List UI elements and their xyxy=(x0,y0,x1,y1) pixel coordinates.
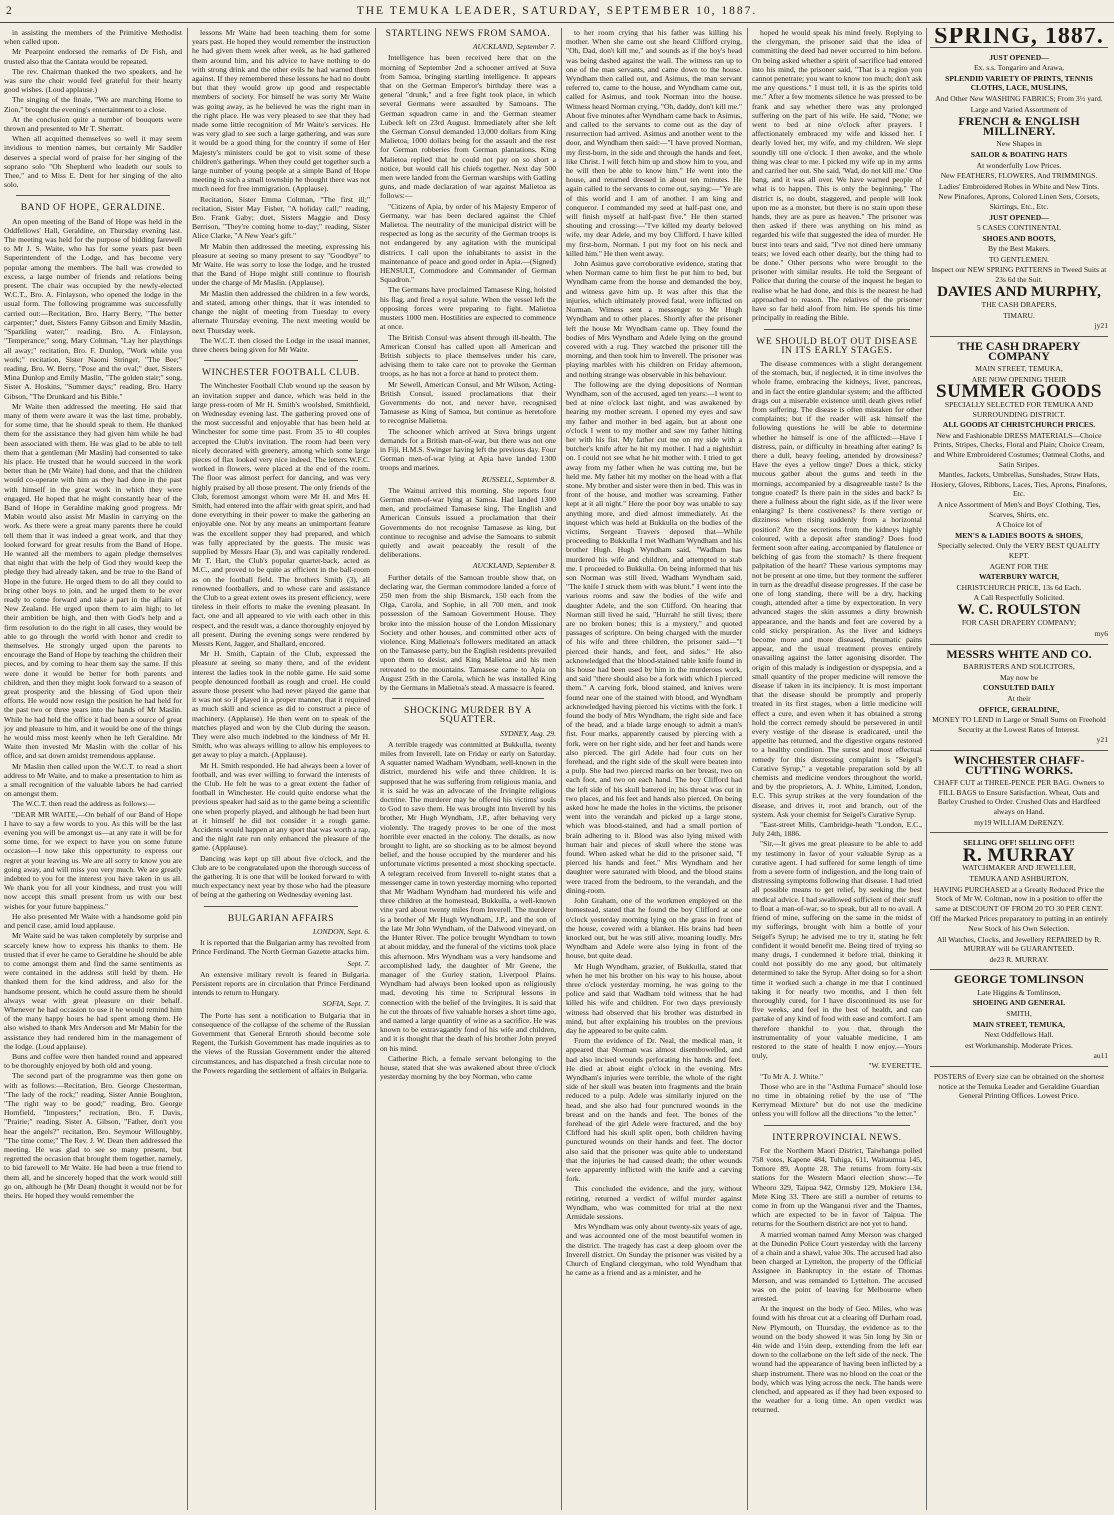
advert-line: Off the Marked Prices preparatory to putting in an entirely New Stock of his Own Selection. xyxy=(930,914,1108,933)
advert-line: ALL GOODS AT CHRISTCHURCH PRICES. xyxy=(942,420,1096,430)
column-rule xyxy=(926,28,927,1510)
paragraph: John Asimus gave corroborative evidence, stating that when Norman came to him first he put him to bed, but Wyndham came from the house and demanded the boy, and witness gave him up. It was after this that the injuries, which ultimately proved fatal, were inflicted on Norman. Witness sent a messenger to Mr Hugh Wyndham and to other places. Shortly after the prisoner left the house Mr Wyndham came up. They found the bodies of Mrs Wyndham and Adele lying on the ground covered with a rug. They watched the prisoner till the morning, and then took him to Inverell. The prisoner was playing marbles with his children on Friday afternoon, and nothing strange was observable in his behaviour. xyxy=(566,259,742,379)
masthead-title: THE TEMUKA LEADER, SATURDAY, SEPTEMBER 10, 1887. xyxy=(356,5,758,17)
paragraph: The British Consul was absent through ill-health. The American Consul has called upon all American and British subjects to place themselves under his care, advising them to take care not to provoke the German troops, as he has not a force at hand to protect them. xyxy=(380,332,556,379)
section-divider xyxy=(764,329,910,330)
paragraph: Mr Maslin then addressed the children in a few words, and stated, among other things, that it was intended to change the night of meeting from Tuesday to every alternate Thursday evening. The next meeting would be next Thursday week. xyxy=(192,288,370,335)
advert-line: At wonderfully Low Prices. xyxy=(976,160,1062,170)
article-football-club xyxy=(192,381,370,899)
advert-line: SPLENDID VARIETY OF PRINTS, TENNIS CLOTHS, LACE, MUSLINS, xyxy=(945,73,1093,93)
advert-line: At their xyxy=(1007,694,1031,704)
advert-line: W. C. ROULSTON xyxy=(957,601,1081,618)
advert-line: New FEATHERS, FLOWERS, And TRIMMINGS. xyxy=(940,171,1098,181)
paragraph: When all acquitted themselves so well it may seem invidious to mention names, but certainly Mr Saddler deserves a special word of praise for her singing of the soprano solo "Oh Shepherd who leadeth our souls to Thee," and to Miss E. Dent for her singing of the alto solo. xyxy=(4,134,182,190)
paragraph: Mr Waite said he was taken completely by surprise and scarcely knew how to express his thanks to them. He trusted that if ever he came to Geraldine he should be able to come amongst them and find the same sentiments as were contained in the address still held by them. He thanked them for the kind address, and also for the handsome present, which he could assure them he should always wear with great pleasure on their behalf. Whenever he had occasion to use it he would remind him of the many happy hours he had spent among them. He also wished to thank Mrs Anderson and Mr Mabin for the assistance they had rendered him in the management of the lodge. (Loud applause). xyxy=(4,931,182,1051)
paragraph: "Citizens of Apia, by order of his Majesty Emperor of Germany, war has been declared against the Chief Malietoa. The neutrality of the municipal district will be respected as long as the security of the German troops is not endangered by any agitation with the municipal districts. I call upon the inhabitants to assist in the maintenance of peace and good order in Apia.—(Signed) HENSULT, Commodore and Commander of German Squadron." xyxy=(380,201,556,285)
advert-line: Late Higgins & Tomlinson, xyxy=(977,987,1061,997)
article-samoa xyxy=(380,42,556,692)
advert-line: Inspect our NEW SPRING PATTERNS in Tweed Suits at 23s 6d the Suit. xyxy=(931,265,1107,285)
advert-line: A nice Assortment of Men's and Boys' Clothing, Ties, Scarves, Shirts, etc. xyxy=(937,499,1101,519)
paragraph: He also presented Mr Waite with a handsome gold pin and pencil case, amid loud applause. xyxy=(4,911,182,931)
paragraph: Mr Sewell, American Consul, and Mr Wilson, Acting-British Consul, issued proclamations that their Governments do not, and never have, recognised Tamasese as King of Samoa, but continue as heretofore to recognise Malietoa. xyxy=(380,379,556,426)
advert-line: 5 CASES CONTINENTAL xyxy=(976,223,1062,233)
advert-line: Mantles, Jackets, Umbrellas, Sunshades, Straw Hats, Hosiery, Gloves, Ribbons, Laces, Ties, Aprons, Pinafores, Etc. xyxy=(930,470,1108,499)
paragraph: The schooner which arrived at Suva brings urgent demands for a British man-of-war, but there was not one in Fiji, H.M.S. Swinger having left the previous day. Four German men-of-war lying at Apia have landed 1300 troops and marines. xyxy=(380,426,556,473)
advert-line: FOR CASH DRAPERY COMPANY; xyxy=(961,618,1077,628)
article-disease xyxy=(752,359,922,1119)
paragraph: Mr Hugh Wyndham, grazier, of Bukkulla, stated that when he met his brother on his way to his house, about three o'clock yesterday morning, he was going to the police and said that Wadham told witness that he had killed his wife and children. For two days previously witness had observed that his brother was disturbed in mind, but after explaining his troubles on the previous day he appeared to be quite calm. xyxy=(566,961,742,1035)
paragraph: For the Northern Maori District, Taiwhanga polled 758 votes, Kapene 484, Tuhiga, 611, Waitaumua 145, Tomore 89, Aoptte 28. The returns from forty-six stations for the Western Maori election show:—Te Wheoro 329, Taipua 942, Ormsby 129, Mokiere 134, Mete King 33. There are still a number of returns to come in from up the Wanganui river and the Thames, which are expected to be in favor of Taipua. The returns for the Southern district are not yet to hand. xyxy=(752,1145,922,1229)
article-heading: STARTLING NEWS FROM SAMOA. xyxy=(385,29,551,39)
page-number: 2 xyxy=(6,5,12,17)
dateline: RUSSELL, September 8. xyxy=(481,474,556,484)
paragraph: Mr H. Smith responded. He had always been a lover of football, and was ever willing to forward the interests of the Club. He felt he was to a great extent the father of football in Winchester. He could quite endorse what the previous speaker had said as to the game being a scientific one when properly played, and although he had been hurt at it himself he did not consider it a rough game. Accidents would happen at any sport that was worth a rap, and the night rate run only enhanced the pleasure of the game. (Applause). xyxy=(192,760,370,853)
advert-line: New and Fashionable DRESS MATERIALS—Choice Prints, Stripes, Checks, Floral and Plain; Choice Cream, and White Embroidered Costumes; Oatmeal Cloths, and Satin Stripes. xyxy=(933,430,1105,469)
article-murder-cont xyxy=(566,28,742,1277)
advert-headline: SPRING, 1887. xyxy=(934,28,1104,49)
paragraph: Dancing was kept up till about five o'clock, and the Club are to be congratulated upon the thorough success of the gathering. It is one that will be looked forward to with much expectancy next year by those who had the pleasure of being at the gathering on Wednesday evening last. xyxy=(192,853,370,900)
article-murder xyxy=(380,729,556,1082)
divider xyxy=(930,336,1108,337)
advert-line: New Pinafores, Aprons, Colored Linen Sets, Corsets, Skirtings, Etc., Etc. xyxy=(938,192,1100,211)
paragraph: "Sir,—It gives me great pleasure to be able to add my testimony in favor of your valuable Syrup as a curative agent. I had suffered for some length of time from a severe form of indigestion, and the long train of distressing symptoms following that disease. I had tried all possible means to get relief, by seeking the best medical advice. I had swallowed sufficient of their stuff to float a man-of-war, so to speak, but all to no avail. A friend of mine, suffering on the same in the midst of my sufferings, brought with him a bottle of your Seigel's Syrup; he advised me to try it, stating he felt confident it would benefit me. Being tired of trying so many drugs, I condemned it before trial, thinking it could not possibly do me any good, but ultimately determined to take the Syrup. After doing so for a short time it worked such a change in me that I continued taking it for nearly two months, and I then felt thoroughly cured, for I have discontinued its use for five weeks, and feel in the best of health, and can partake of any kind of food with ease and comfort. I am therefore thankful to you that, through the instrumentality of your valuable medicine, I am restored to the state of health I now enjoy.—Yours truly, xyxy=(752,839,922,1061)
advert-line: SHOES AND BOOTS, xyxy=(982,233,1056,243)
paragraph: Buns and coffee were then handed round and appeared to be thoroughly enjoyed by both old and young. xyxy=(4,1051,182,1071)
advert-line: BARRISTERS AND SOLICITORS, xyxy=(963,662,1075,672)
paragraph: "W. EVERETTE. xyxy=(868,1061,922,1071)
advert-line: ARE NOW OPENING THEIR xyxy=(971,374,1067,384)
advert-line: THE CASH DRAPERS, xyxy=(981,300,1057,310)
divider xyxy=(930,1066,1108,1067)
advert-line: GEORGE TOMLINSON xyxy=(954,972,1084,987)
paragraph: lessons Mr Waite had been teaching them for some years past. He hoped they would remember the instruction he had given them week after week, as he had gathered them around him, and his advice to have nothing to do with strong drink and the other evils he had warned them against. If they remembered these lessons he had no doubt but that they would grow up good and respectable members of society. For himself he was sorry Mr Waite was going away, as he believed he was the right man in the right place. He was very pleased to see that they had made some little recognition of Mr Waite's services. He was very glad to see such a large gathering, and was sure it would be a good thing for the country if some of Her Majesty's ministers could be got to visit some of these children's gatherings. When they could get together such a large number of young people at a simple Band of Hope meeting in such a small township he thought there was not much need for free immigration. (Applause). xyxy=(192,28,370,194)
advert-line: Next Oddfellows Hall. xyxy=(984,1030,1054,1040)
column-rule xyxy=(561,28,562,1510)
advert-line: my19 WILLIAM DeRENZY. xyxy=(974,817,1064,827)
advert-line: OFFICE, GERALDINE, xyxy=(978,704,1060,714)
advert-line: HAVING PURCHASED at a Greatly Reduced Price the Stock of Mr W. Coltman, now in a position to offer the same at DISCOUNT OF FROM 20 TO 30 PER CENT. xyxy=(933,884,1105,913)
advert-spring xyxy=(930,28,1108,331)
advert-line: JUST OPENED— xyxy=(989,52,1049,62)
article-band-of-hope xyxy=(4,217,182,1201)
paragraph: Mr Mabin then addressed the meeting, expressing his pleasure at seeing so many present to say "Goodbye" to Mr Waite. He was sorry to lose the lodge, and he trusted that the Band of Hope might still continue to flourish under the charge of Mr Maslin. (Applause). xyxy=(192,241,370,288)
advert-line: POSTERS of Every size can be obtained on the shortest notice at the Temuka Leader and Geraldine Guardian General Printing Offices. Lowest Price. xyxy=(933,1072,1105,1101)
article-band-of-hope-cont xyxy=(192,28,370,354)
advert-murray xyxy=(930,838,1108,964)
paragraph: At the inquest on the body of Geo. Miles, who was found with his throat cut at a clearing off Durham road, New Plymouth, on Thursday, the evidence as to the wound on the body showed it was 5in long by 3in or 4in wide and 1½in deep, extending from the left ear down to the collarbone on the left side of the neck. The wound had the appearance of having been inflicted by a sharp instrument. There was no blood on the coat or the body, which was lying across the neck. The hands were clenched, and appeared as if they had been exposed to the weather for a long time. An open verdict was returned. xyxy=(752,1304,922,1415)
advert-line: DAVIES AND MURPHY, xyxy=(937,283,1101,300)
paragraph: From the evidence of Dr. Neal, the medical man, it appeared that Norman was almost disembowelled, and had also incised wounds perforating his hands and feet. He died at about eight o'clock in the evening. Mrs Wyndham's injuries were terrible, the whole of the right side of her skull was beaten into fragments and the brain reduced to a pulp. Adele was similarly injured on the head, and she also had four punctured wounds in the breast and on the hands and feet. The bones of the forehead of the girl Adele were fractured, and the boy Clifford had his skull split open, both children having punctured wounds on their hands and feet. The doctor also said that the prisoner was quite able to understand that the injuries he had caused death; the other wounds were apparently inflicted with the knife and a carving fork. xyxy=(566,1036,742,1184)
advert-line: WATCHMAKER AND JEWELLER, xyxy=(962,863,1076,873)
paragraph: An extensive military revolt is feared in Bulgaria. Persistent reports are in circulation that Prince Ferdinand intends to return to Hungary. xyxy=(192,969,370,998)
advert-white-co xyxy=(930,646,1108,745)
advert-ref: au11 xyxy=(1093,1051,1108,1061)
column-4 xyxy=(566,28,742,1510)
article-murder-end xyxy=(752,28,922,323)
paragraph: This concluded the evidence, and the jury, without retiring, returned a verdict of wilful murder against Wyndham, who was committed for trial at the next Armidale sessions. xyxy=(566,1184,742,1221)
paragraph: The rev. Chairman thanked the two speakers, and he was sure the choir would feel grateful for their hearty good wishes. (Loud applause.) xyxy=(4,66,182,95)
advert-line: WINCHESTER CHAFF-CUTTING WORKS. xyxy=(953,753,1085,777)
advert-line: THE CASH DRAPERY COMPANY xyxy=(957,339,1081,363)
paragraph: Mr Pearpoint endorsed the remarks of Dr Fish, and trusted also that the Cantata would be repeated. xyxy=(4,47,182,66)
advert-line: New Shapes in xyxy=(996,139,1042,149)
advert-line: SELLING OFF! SELLING OFF!! xyxy=(963,838,1075,848)
dateline: SOFIA, Sept. 7. xyxy=(322,999,370,1009)
article-interprovincial xyxy=(752,1146,922,1415)
paragraph: "DEAR MR WAITE,—On behalf of our Band of Hope I have to say a few words to you. As this will be the last evening you will be amongst us—at any rate it will be for some time, for we expect to have you on some future occasion—I now take this opportunity to express our regret at your leaving us. We are all sorry to know you are going away, and will miss you very much. We are greatly indebted to you for the interest you have taken in us all. We thank you for all your kindness, and trust you will now accept this small present from us with our best wishes for your future happiness." xyxy=(4,809,182,911)
advert-ref: my6 xyxy=(1094,629,1108,639)
paragraph: Mrs Wyndham was only about twenty-six years of age, and was accounted one of the most beautiful women in the district. The tragedy has cast a deep gloom over the Inverell district. On Sunday the prisoner was visited by a Church of England clergyman, who told Wyndham that he came as a friend and as a minister, and he xyxy=(566,1222,742,1278)
advert-line: MONEY TO LEND in Large or Small Sums on Freehold Security at the Lowest Rates of Interest. xyxy=(932,715,1106,734)
paragraph: Mr H. Smith, Captain of the Club, expressed the pleasure at seeing so many there, and of the evident interest the ladies took in the noble game. He said some people denounced football as rough and cruel. He could assure those present who had never played the game that it was not so if played in a proper manner, that it required as much skill and science as did to construct a piece of machinery. (Applause). He then went on to speak of the matches played and won by the Club during the season. They were also much indebted to the kindness of Mr H. Smith, who was always willing to allow his employees to get away to play a match. (Applause). xyxy=(192,649,370,760)
column-rule xyxy=(747,28,748,1510)
advert-line: SAILOR & BOATING HATS xyxy=(970,149,1068,159)
advert-cash-drapery xyxy=(930,339,1108,639)
column-rule xyxy=(187,28,188,1510)
article-heading: BULGARIAN AFFAIRS xyxy=(227,913,335,924)
paragraph: The Porte has sent a notification to Bulgaria that in consequence of the collapse of the scheme of the Russian Government that General Ernroth should become sole Regent, the Turkish Government has made inquiries as to the views of the Russian Government under the altered circumstances, and has dispatched a fresh circular note to the Powers regarding the settlement of affairs in Bulgaria. xyxy=(192,1010,370,1075)
advert-tomlinson xyxy=(930,972,1108,1061)
section-divider xyxy=(204,906,358,907)
paragraph: to her room crying that his father was killing his mother. When she came out she heard Clifford crying, "Oh, Dad, don't kill me," and sounds as if the boy's head was being dashed against the wall. The witness ran up to one of the man servants, and came down to the house. Wyndham then called out, and Asimus, the man servant referred to, came to the house, and Wyndham came out, called for Asimus, and took Norman into the house. Witness heard Norman crying, "Oh, daddy, don't kill me." About five minutes after Wyndham came back to Asimus, and called to the servants to come out as the day of resurrection had arrived. Asimus and another went to the door, and Wyndham then said:—"I have proved Norman, my first-born, in the side and through the hands and feet, like Christ. I will fetch him up and show him to you, and he will then be able to know him." He went into the house, and returned dressed in about ten minutes. He again called to the servants to come out, saying:—"Ye are of this world and I am of another. I am king and conqueror. I commanded my seed at half-past one, and will finish myself at half-past five." He then started shouting and crossing:—"I've killed my dearly beloved wife, my dear Adele, and my boy Clifford. I have killed my first-born, Norman. I put my foot on his neck and killed him." He then went away. xyxy=(566,28,742,258)
paragraph: The following are the dying depositions of Norman Wyndham, son of the accused, aged ten years:—I went to bed at nine o'clock last night, and was awakened by hearing my mother scream. I opened my eyes and saw my father and mother in bed again, but at about one o'clock I went to my mother and saw my father hitting her with his fist. My father cut me on my side with a butcher's knife after he hit my mother. I had a nightshirt on. I could not see what he hit mother with. I tried to get away from my father when he was cutting me, but he held me. My father hit my mother on the head with a flat stone. My brother and sister were then in bed. This was in front of the house, and mother was screaming. Father kept at it all night." Here the poor boy was unable to say anything more, and died almost immediately. At the inquest which was held at Bukkulla on the bodies of the victims, Sergeant Travers deposed that—While proceeding to Bukkulla I met Wadham Wyndham and his brother Hugh. Hugh Wyndham said, "Wadham has murdered his wife and children, and attempted to stab me. I proceeded to Bukkulla. On being informed that his son Norman was still lived, Wadham Wyndham said, "The knife I struck them with was blunt." I went into the various rooms and saw the bodies of the wife and daughter Adele, and the son Clifford. On hearing that Norman still lived he said, "Hurrah! he still lives; there are no broken bones; this is a mystery," and quoted passages of scripture. On being charged with the murder of his wife and three children, the prisoner said—"I pierced their hands, and feet, and sides." He also acknowledged that the blood-stained table knife found in his house had been used by him in the murderous work, and said "there should also be a fork with which I pierced them." A carving fork, blood stained, and knives were found near one of the stained with blood, and Wyndham acknowledged having pierced his victims with the fork. I found the body of Mrs Wyndham, the right side and face of the head, and a blade large enough to admit a man's fist. Four marks, apparently caused by piercing with a fork, were on her right side, and her feet and hands were also pierced. The girl Adele had four cuts on her forehead, and the right side of the skull were beaten into a pulp. She had two pierced marks on her breast, two on each foot, and two on each hand. The boy Clifford had the left side of his skull battered in; his throat was cut in two places, and his feet and hands also pierced. On being asked how he made the holes in the victims, the prisoner went into the verandah and picked up a large stone, which was blood-stained, and had a small portion of brain adhering to it. Blood was also lying mixed with human hair and pieces of skull where the stone was found. When asked what he did to the prisoner said, "I pierced his hands and feet." Mrs Wyndham and her daughter were saturated with blood, and the blood stains were traced from the bedroom, to the verandah, and the dining-room. xyxy=(566,379,742,895)
advert-line: Specially selected. Only the VERY BEST QUALITY KEPT. xyxy=(937,541,1101,560)
paragraph: The singing of the finale, "We are marching Home to Zion," brought the evening's entertainment to a close. xyxy=(4,95,182,114)
paragraph: in assisting the members of the Primitive Methodist when called upon. xyxy=(4,28,182,47)
advert-ref: jy21 xyxy=(1094,321,1108,331)
divider xyxy=(930,750,1108,751)
advert-chaff xyxy=(930,753,1108,827)
advert-line: MAIN STREET, TEMUKA, xyxy=(975,364,1063,374)
advert-line: MEN'S & LADIES BOOTS & SHOES, xyxy=(955,530,1083,540)
dateline: LONDON, Sept. 6. xyxy=(312,926,370,936)
advert-line: JUST OPENED— xyxy=(989,212,1049,222)
paragraph: The W.C.T. then read the address as follows:— xyxy=(12,799,156,809)
paragraph: The second part of the programme was then gone on with as follows:—Recitation, Bro. George Chesterman, "The lady of the rock;" reading, Sister Annie Boughton, "The right way to be good;" reading, Bro. George Hornfield, "Imposters;" recitation, Bro. F. Davis, "Prairie;" reading, Sister A. Gibson, "Father, don't you hear the angels?" recitation, Bro. Seymour Willoughby, "The time come;" The Rev. J. W. Dean then addressed the meeting. He was glad to see so many present, but regretted the occasion that brought them together, namely, to bid farewell to Mr Waite. He had been a true friend to them all, and he sincerely hoped that the work would still go on, although he (Mr Dean) thought it would not be for theirs. He hoped they would remember the xyxy=(4,1071,182,1200)
article-cantata-end xyxy=(4,28,182,189)
advert-line: est Workmanship. Moderate Prices. xyxy=(965,1040,1073,1050)
advert-line: A Choice lot of xyxy=(995,520,1043,530)
column-2 xyxy=(192,28,370,1510)
advert-line: CHAFF CUT at THREE-PENCE PER BAG. Owners to FILL BAGS to Ensure Satisfaction. Wheat, Oats and Barley Crushed to Order. Crushed Oats and Hardfeed always on Hand. xyxy=(933,778,1105,816)
paragraph: Those who are in the "Asthma Furnace" should lose no time in obtaining relief by the use of "The Kerrymead Mixture" but do not use the medicine unless you will follow all the directions "to the letter." xyxy=(752,1081,922,1119)
paragraph: Mr Waite then addressed the meeting. He said that many of them were aware it was the last time, probably, for some time, that he should speak to them. He thanked them for the assistance they had given him while he had been associated with them. He was glad to be able to tell them that a gentleman (Mr Maslin) had consented to take his place. He trusted that he would succeed in the work better than he (Mr Waite) had done, and that the children would co-operate with him as they had done in the past with himself in the great work in which they were engaged. He hoped that he might constantly hear of the Band of Hope in Geraldine making good progress. Mr Mabin would also assist Mr Maslin in carrying on the work. As there were a great many parents there he could tell them that it was indeed a great work, and that they looked forward for great results from the Band of Hope. He wanted all the members to again pledge themselves that night that with the help of God they would keep the pledge they had already taken, and be true to the Band of Hope in the future. He urged them to do all they could to bring other boys to join, and he urged them to be ever ready to come forward and take a part in the affairs of New Zealand. He urged upon them to aim high; to let their ambition be high, and then with God's help and a firm resolution to do the right in all cases, they would be able to go through the world with honor and credit to themselves. He strongly urged upon the parents to encourage the Band of Hope by teaching the children their pieces, and by coming to hear them say the same. If this were done it would be better for both parents and children, and then they might look forward to a season of great prosperity and the blessing of God upon their efforts. He would now resign the position he had held for the past two or three years into the hands of Mr Maslin. While he had held the office it had been a source of great joy and pleasure to him, and it would be one of the things he would miss most keenly when he left Geraldine. Mr Waite then invested Mr Maslin with the collar of his office, and sat down amidst tremendous applause. xyxy=(4,401,182,761)
paragraph: Further details of the Samoan trouble show that, on declaring war, the German commodore landed a force of 250 men from the ship Bismarck, 150 each from the Olga, Carola, and Sophie, in all 700 men, and took possession of the Samoan Government House. They broke into the mission house of the London Missionary Society and other houses, and committed other acts of violence. King Malietoa's followers meditated an attack on the Tamasese party, but the English residents prevailed upon them to desist, and King Malietoa and his men retreated to the mountains. Tamasese came to Apia on August 25th in the Carola, which he was installed King by the Germans in Malietoa's stead. A massacre is feared. xyxy=(380,572,556,693)
divider xyxy=(930,969,1108,970)
advert-line: SPECIALLY SELECTED FOR TEMUKA AND SURROUNDING DISTRICT. xyxy=(944,400,1094,419)
paragraph: An open meeting of the Band of Hope was held in the Oddfellows' Hall, Geraldine, on Thursday evening last. The meeting was held for the purpose of bidding farewell to Mr J. S. Waite, who has for some years past been Superintendent of the Lodge, and has become very popular among the members. The hall was crowded to excess, a large number of friends and relations being present. The chair was occupied by the newly-elected W.C.T., Bro. A. Finlayson, who opened the lodge in the usual form. The following programme was successfully carried out:—Recitation, Bro. Harry Berry, "The better carpenter;" duet, Sisters Fanny Gibson and Emily Maslin, "Sparkling water;" reading, Bro. A. Finlayson, "Temperance;" song, Mary Coltman, "Lay her playthings all away;" recitation, Bro. F. Dunlop, "Work while you work;" recitation, Sister Naomi Stringer, "The Bee;" reading, Bro. W. Berry, "Pose and the oval;" duet, Sisters Mina Dunlop and Emily Maslin, "The golden stair;" song, Sister A. Hoskins, "Summer days;" reading, Bro. Harry Gibson, "The Drunkard and his Bible." xyxy=(4,216,182,401)
advert-line: Ladies' Embroidered Robes in White and New Tints. xyxy=(938,181,1100,191)
paragraph: The W.C.T. then closed the Lodge in the usual manner, three cheers being given for Mr Waite. xyxy=(192,335,370,354)
article-heading: WE SHOULD BLOT OUT DISEASE IN ITS EARLY STAGES. xyxy=(756,336,918,356)
paragraph: Catherine Rich, a female servant belonging to the house, stated that she was awakened about three o'clock yesterday morning by the boy Norman, who came xyxy=(380,1053,556,1082)
advert-line: Large and Varied Assortment of xyxy=(970,104,1068,114)
dateline: AUCKLAND, September 7. xyxy=(472,42,556,52)
paragraph: It is reported that the Bulgarian army has revolted from Prince Ferdinand. The North German Gazette attacks him. xyxy=(192,938,370,957)
paragraph: "To Mr A. J. White." xyxy=(760,1071,824,1081)
paragraph: Mr Maslin then called upon the W.C.T. to read a short address to Mr Waite, and to make a presentation to him as a small recognition of the valuable labors he had carried on amongst them. xyxy=(4,761,182,799)
paragraph: "East-street Mills, Cambridge-heath "London, E.C., July 24th, 1886. xyxy=(752,820,922,839)
section-divider xyxy=(16,195,170,196)
masthead xyxy=(0,0,1114,23)
advert-line: R. MURRAY xyxy=(962,844,1076,866)
paragraph: A terrible tragedy was committed at Bukkulla, twenty miles from Inverell, late on Friday or early on Saturday. A squatter named Wadham Wyndham, well-known in the district, murdered his wife and three children. It is supposed that he was suffering from religious mania, and it is said he was an advocate of the Irvingite religious doctrine. The murderer may be offered his victims' souls to God to save them. He was brought into Inverell by his brother, Mr Hugh Wyndham, J.P., after behaving very violently. The tragedy proves to be one of the most horrible ever enacted in the colony. The details, as now brought to light, are so shocking as to be almost beyond belief, and the house occupied by the murderer and his unfortunate victims presented a most shocking spectacle. A telegram received from Inverell to-night states that a messenger came in town yesterday morning who reported that Mr Wadham Wyndham had murdered his wife and three children at the homestead, Bukkulla, a well-known vine yard about twenty miles from Inverell. The murderer is a brother of Mr Hugh Wyndham, J.P., and the son of the late Mr John Wyndham, of the Dalwood vineyard, on the Hunter River. The police brought Wyndham to town at about midday, and the funeral of the victims took place this afternoon. Mrs Wyndham was a very handsome and accomplished lady, the daughter of Mr Geene, the manager of the Gurley station, Liverpool Plains. Wyndham had always been looked upon as religiously mad, devoting his time to Scriptural lessons in connection with the belief of the Irvingites. It is said that he cut the throats of five valuable horses a short time ago, and named a large quantity of wine as a sacrifice. He was known to be extravagantly fond of his wife and children, and it is thought that the death of his brother John preyed on his mind. xyxy=(380,739,556,1053)
dateline: SYDNEY, Aug. 29. xyxy=(500,728,556,738)
paragraph: The disease commences with a slight derangement of the stomach, but, if neglected, it in time involves the whole frame, embracing the kidneys, liver, pancreas, and in fact the entire glandular system; and the afflicted drags out a miserable existence until death gives relief from suffering. The disease is often mistaken for other complaints; but if the reader will ask himself the following questions he will be able to determine whether he himself is one of the afflicted:—Have I distress, pain, or difficulty in breathing after eating? Is there a dull, heavy feeling, attended by drowsiness? Have the eyes a yellow tinge? Does a thick, sticky mucous gather about the gums and teeth in the mornings, accompanied by a disagreeable taste? Is the tongue coated? Is there pain in the sides and back? Is there a fullness about the right side, as if the liver were enlarging? Is there costiveness? Is there vertigo or dizziness when rising suddenly from a horizontal position? Are the secretions from the kidneys highly coloured, with a deposit after standing? Does food ferment soon after eating, accompanied by flatulence or belching of gas from the stomach? Is there frequent palpitation of the heart? These various symptoms may not be present at one time, but they torment the sufferer in turn as the dreadful disease progresses. If the case be one of long standing, there will be a dry, hacking cough, attended after a time by expectoration. In very advanced stages the skin assumes a dirty brownish appearance, and the hands and feet are covered by a cold sticky perspiration. As the liver and kidneys become more and more diseased, rheumatic pains appear, and the usual treatment proves entirely unavailing against the latter agonising disorder. The origin of this malady is indigestion or dyspepsia, and a small quantity of the proper medicine will remove the disease if taken in its incipiency. It is most important that the disease should be promptly and properly treated in its first stages, when a little medicine will effect a cure, and even when it has obtained a strong hold the correct remedy should be persevered in until every vestige of the disease is eradicated, until the appetite has returned, and the digestive organs restored to a healthy condition. The surest and most effectual remedy for this distressing complaint is "Seigel's Curative Syrup," a vegetable preparation sold by all chemists and medicine vendors throughout the world, and by the proprietors, A. J. White, Limited, London, E.C. This syrup strikes at the very foundation of the disease, and drives it, root and branch, out of the system. Ask your chemist for Seigel's Curative Syrup. xyxy=(752,358,922,819)
advert-line: de23 R. MURRAY. xyxy=(989,954,1049,964)
article-heading: INTERPROVINCIAL NEWS. xyxy=(772,1132,902,1143)
advert-line: May now be xyxy=(1000,672,1038,682)
article-bulgaria xyxy=(192,927,370,1075)
divider xyxy=(930,644,1108,645)
section-divider xyxy=(392,698,544,699)
advert-line: MAIN STREET, TEMUKA, xyxy=(972,1019,1066,1029)
divider xyxy=(930,832,1108,833)
article-heading: BAND OF HOPE, GERALDINE. xyxy=(20,203,166,214)
section-divider xyxy=(764,1125,910,1126)
column-1 xyxy=(4,28,182,1510)
advert-line: SMITH, xyxy=(1006,1009,1032,1019)
advert-line: TIMARU. xyxy=(1003,310,1035,320)
advert-ref: y21 xyxy=(1096,735,1108,745)
column-3 xyxy=(380,28,556,1510)
dateline: Sept. 7. xyxy=(347,958,370,968)
paragraph: hoped he would speak his mind freely. Replying to the clergyman, the prisoner said that the idea of committing the deed had never occurred to him before. On being asked whether a spirit of sacrifice had entered into his mind, the prisoner said, "That is a region you cannot penetrate; you want to know too much; don't ask me any questions." I must tell, it is as the spirits told me." After a few moments silence he was pressed to be frank and say whether there was any prolonged suffering on the part of his wife. He said, "None; we went to bed at nine o'clock after prayers. I affectionately embraced my wife and kissed her. I dearly loved her, my wife, and my children. We slept soundly till one o'clock. I then awoke, and the whole thing was clear to me. I picked my wife up in my arms and carried her out. She said, 'Wad, do not kill me.' One bang, and it was all over. We have warned people of what is to happen. This is only the beginning." The district is, no doubt, staggered, and people will look upon me as a monster, but there is no stain upon these hands, they are as pure as heaven." The prisoner was then asked if there was anything on his mind as regarded his wife that suggested the idea of murder. He burst into tears and said, "I've not dined here ummany tears; we loved each other dearly, but the thing had to be done." Other persons who were brought to the prisoner with similar results. He told the Sergeant of Police that during the course of the inquest he began to realise what he had done, and this is the nearest he had approached to reason. The relatives of the prisoner have so far held aloof from him. He spends his time principally in reading the Bible. xyxy=(752,28,922,323)
advert-line: WATERBURY WATCH, xyxy=(978,572,1060,582)
advert-line: All Watches, Clocks, and Jewellery REPAIRED by R. MURRAY will be GUARANTEED. xyxy=(936,934,1102,954)
advert-line: SUMMER GOODS xyxy=(936,381,1102,403)
paragraph: Recitation, Sister Emma Coltman, "The first ill;" recitation, Sister May Fisher, "A holiday call;" reading, Bro. Frank Gaby; duet, Sisters Maggie and Dosy Berrison, "They're coming home to-day;" reading, Sister Alice Clarke, "A New Year's gift." xyxy=(192,194,370,241)
paragraph: The Germans have proclaimed Tamasese King, hoisted his flag, and fired a royal salute. When the vessel left the opposing forces were preparing to fight. Malietoa musters 1000 men. Hostilities are expected to commence at once. xyxy=(380,285,556,332)
section-divider xyxy=(204,360,358,361)
advert-line: AGENT FOR THE xyxy=(989,561,1049,571)
article-heading: WINCHESTER FOOTBALL CLUB. xyxy=(202,368,360,379)
article-heading: SHOCKING MURDER BY A SQUATTER. xyxy=(403,706,533,726)
advert-line: FRENCH & ENGLISH MILLINERY. xyxy=(958,114,1080,138)
paragraph: The Winchester Football Club wound up the season by an invitation supper and dance, which was held in the large press-room of Mr H. Smith's woolshed, Smithfield, on Wednesday evening last. The gathering proved one of the most successful and enjoyable that has been held at Winchester for some time past. From 35 to 40 couples accepted the Club's invitation. The room had been very nicely decorated with greenery, among which some large pieces of flax looked very nice indeed. The letters W.F.C. worked in flowers, were placed at the end of the room. The floor was almost perfect for dancing, and was very highly praised by all those present. The only friends of the Club, foremost amongst whom were Mr H. and Mrs H. Smith, had entered into the affair with great spirit, and had done everything in their power to make the gathering an enjoyable one. Not by any means an unimportant feature was the excellent supper they had prepared, and which was fully appreciated by the guests. The music was supplied by Messrs Haar (3), and was capitally rendered. Mr T. Hart, the Club's popular quarter-back, acted as M.C., and proved to be quite as efficient in the ball-room as on the football field. The brothers Smith (3), all renowned footballers, and to whose care and assistance the Club to a great extent owes its present efficiency, were tireless in their efforts to make the evening pleasant. In fact, one and all appeared to vie with each other in this respect, and the result was, a dance thoroughly enjoyed by all present. During the evening songs were rendered by Messrs Kent, Jagger, and Shallard, encored. xyxy=(192,381,370,648)
advert-line: TO GENTLEMEN. xyxy=(988,254,1050,264)
advert-line: CHRISTCHURCH PRICE, 13s 6d Each. xyxy=(956,582,1082,592)
advert-line: CONSULTED DAILY xyxy=(982,683,1056,693)
paragraph: Intelligence has been received here that on the morning of September 2nd a schooner arrived at Suva from Samoa, bringing startling intelligence. It appears that on the German Emperor's birthday there was a general "drunk," and a free fight took place, in which several Germans were assaulted by Samoans. The German squadron came in and the German steamer Lubeck left on 23rd August. Immediately after she left the German Consul demanded 13,000 dollars from King Malietoa, 1000 dollars being for the assault and the rest for German robberies from German plantations. King Malietoa replied that he could not pay on so short a notice, but would call his chiefs together. Next day 500 men were landed from the German warships with Gatling guns, and made declaration of war against Malietoa as follows:— xyxy=(380,53,556,201)
advert-line: Ex. s.s. Tongariro and Arawa, xyxy=(973,63,1064,73)
paragraph: The Wainui arrived this morning. She reports four German men-of-war lying at Samoa. Had landed 1300 men, and proclaimed Tamasese king. The English and American Consuls issued a proclamation that their Governments do not recognise Tamasese as king, but continue to recognise and advise the Samoans to submit quietly and await peaceably the result of the deliberations. xyxy=(380,485,556,560)
advert-line: SHOEING AND GENERAL xyxy=(972,998,1066,1008)
advert-line: MESSRS WHITE AND CO. xyxy=(946,646,1092,661)
advert-posters xyxy=(930,1072,1108,1101)
advert-line: A Call Respectfully Solicited. xyxy=(973,593,1065,603)
paragraph: John Graham, one of the workmen employed on the homestead, stated that he found the boy Clifford at one o'clock yesterday morning lying on the grass in front of the house, covered with a blanket. His brains had been knocked out, but he was still alive, moaning loudly. Mrs Wyndham and Adele were also lying in front of the house, but quite dead. xyxy=(566,896,742,961)
dateline: AUCKLAND, September 8. xyxy=(472,561,556,571)
paragraph: A married woman named Amy Merson was charged at the Dunedin Police Court yesterday with the larceny of a chain and a shawl, value 30s. The accused had also been charged at Lyttelton, the property of the Official Assignee in Bankruptcy in the estate of Thomas Merson, and was remanded to Lyttelton. The accused was on the point of leaving for Melbourne when arrested. xyxy=(752,1229,922,1304)
advert-line: TEMUKA AND ASHBURTON, xyxy=(969,873,1069,883)
column-5 xyxy=(752,28,922,1510)
advert-line: And Other New WASHING FABRICS; From 3½ yard. xyxy=(935,93,1103,103)
column-rule xyxy=(375,28,376,1510)
advert-column xyxy=(930,28,1108,1510)
paragraph: At the conclusion quite a number of bouquets were thrown and presented to Mr T. Sherratt. xyxy=(4,114,182,134)
advert-line: By the Best Makers. xyxy=(987,244,1050,254)
